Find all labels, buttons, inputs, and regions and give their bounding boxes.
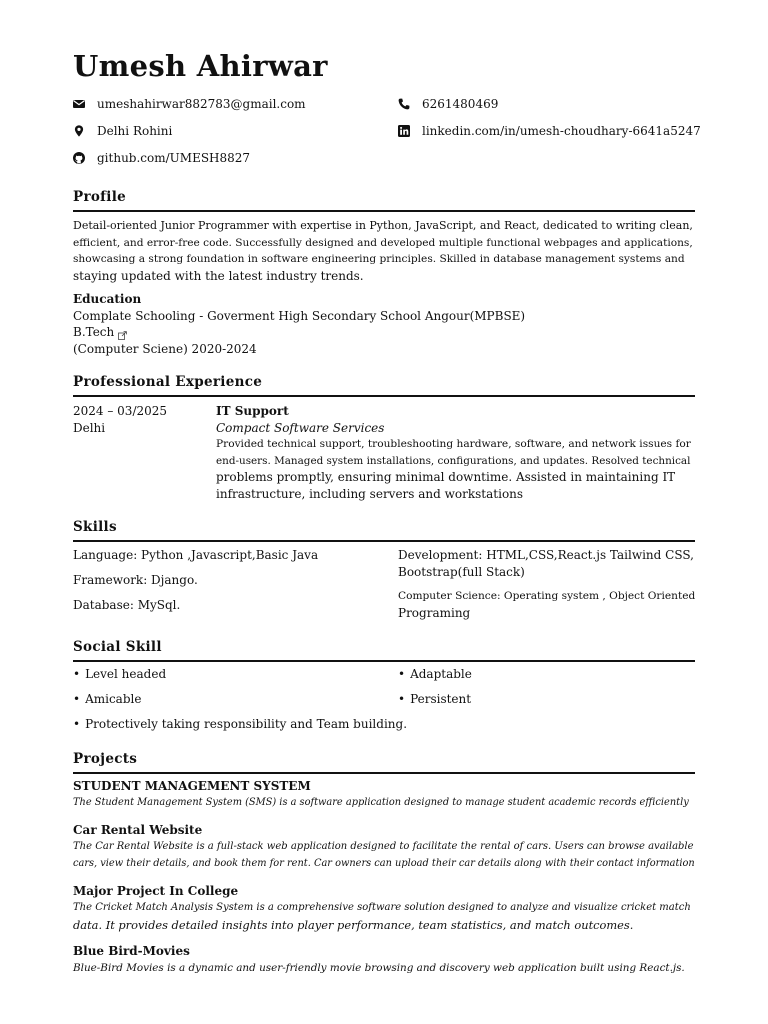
education-line: (Computer Sciene) 2020-2024 [73,341,257,356]
location-text: Delhi Rohini [97,124,173,138]
profile-summary-line: efficient, and error-free code. Successfully designed and developed multiple functional webpages and applications, [73,236,693,249]
profile-summary-line: showcasing a strong foundation in software engineering principles. Skilled in database management systems and [73,253,685,265]
experience-section-title: Professional Experience [73,374,695,397]
project-name: Car Rental Website [73,823,203,837]
education-degree[interactable] [73,324,127,341]
project-desc-line: data. It provides detailed insights into player performance, team statistics, and match outcomes. [73,917,634,932]
experience-dates: 2024 – 03/2025 [73,404,168,418]
experience-desc-line: problems promptly, ensuring minimal downtime. Assisted in maintaining IT [216,470,676,484]
projects-section-title: Projects [73,751,695,774]
skill-item: Language: Python ,Javascript,Basic Java [73,548,319,562]
project-name: Blue Bird-Movies [73,944,190,958]
education-degree-text[interactable]: B.Tech [73,325,115,339]
experience-desc-line: infrastructure, including servers and workstations [216,486,524,501]
social-skill-item: • Protectively taking responsibility and Team building. [73,716,407,733]
contact-phone[interactable] [398,96,498,112]
experience-company: Compact Software Services [216,420,385,435]
education-line: Complate Schooling - Goverment High Secondary School Angour(MPBSE) [73,308,526,323]
project-desc-line: Blue-Bird Movies is a dynamic and user-friendly movie browsing and discovery web application built using React.js. [73,962,685,974]
project-desc-line: cars, view their details, and book them for rent. Car owners can upload their car details along with their contact information [73,857,695,869]
profile-summary-line: Detail-oriented Junior Programmer with expertise in Python, JavaScript, and React, dedicated to writing clean, [73,219,693,232]
experience-desc-line: Provided technical support, troubleshooting hardware, software, and network issues for [216,438,691,450]
project-desc-line: The Student Management System (SMS) is a software application designed to manage student academic records efficiently [73,797,689,808]
map-pin-icon [73,125,85,137]
social-skill-item: • Level headed [73,666,166,683]
contact-email[interactable] [73,96,306,112]
project-name: STUDENT MANAGEMENT SYSTEM [73,779,311,793]
skill-item: Computer Science: Operating system , Object Oriented [398,590,696,602]
experience-desc-line: end-users. Managed system installations, configurations, and updates. Resolved technical [216,454,691,467]
skill-item: Framework: Django. [73,573,198,587]
social-section-title: Social Skill [73,639,695,662]
phone-icon [398,98,410,110]
envelope-icon [73,98,85,110]
skill-item: Database: MySql. [73,598,181,612]
profile-summary-line: staying updated with the latest industry trends. [73,268,364,283]
social-skill-item: • Adaptable [398,666,472,683]
experience-location: Delhi [73,420,106,435]
skill-item-cont: Bootstrap(full Stack) [398,564,525,579]
contact-github[interactable] [73,150,250,166]
candidate-name: Umesh Ahirwar [73,49,328,83]
github-icon [73,152,85,164]
github-text[interactable]: github.com/UMESH8827 [97,151,251,165]
profile-section-title: Profile [73,189,695,212]
contact-location [73,123,172,139]
skill-item: Development: HTML,CSS,React.js Tailwind CSS, [398,548,694,562]
external-link-icon [118,328,127,337]
phone-text[interactable]: 6261480469 [422,97,499,111]
email-text[interactable]: umeshahirwar882783@gmail.com [97,97,306,111]
skill-item-cont: Programing [398,605,471,620]
social-skill-item: • Amicable [73,691,141,708]
contact-linkedin[interactable] [398,123,701,139]
project-desc-line: The Car Rental Website is a full-stack web application designed to facilitate the rental of cars. Users can browse available [73,841,694,852]
project-desc-line: The Cricket Match Analysis System is a comprehensive software solution designed to analyze and visualize cricket match [73,902,691,913]
linkedin-icon [398,125,410,137]
project-name: Major Project In College [73,884,239,898]
linkedin-text[interactable]: linkedin.com/in/umesh-choudhary-6641a5247 [422,124,701,138]
skills-section-title: Skills [73,519,695,542]
education-heading: Education [73,292,142,306]
social-skill-item: • Persistent [398,691,471,708]
experience-role: IT Support [216,404,289,418]
